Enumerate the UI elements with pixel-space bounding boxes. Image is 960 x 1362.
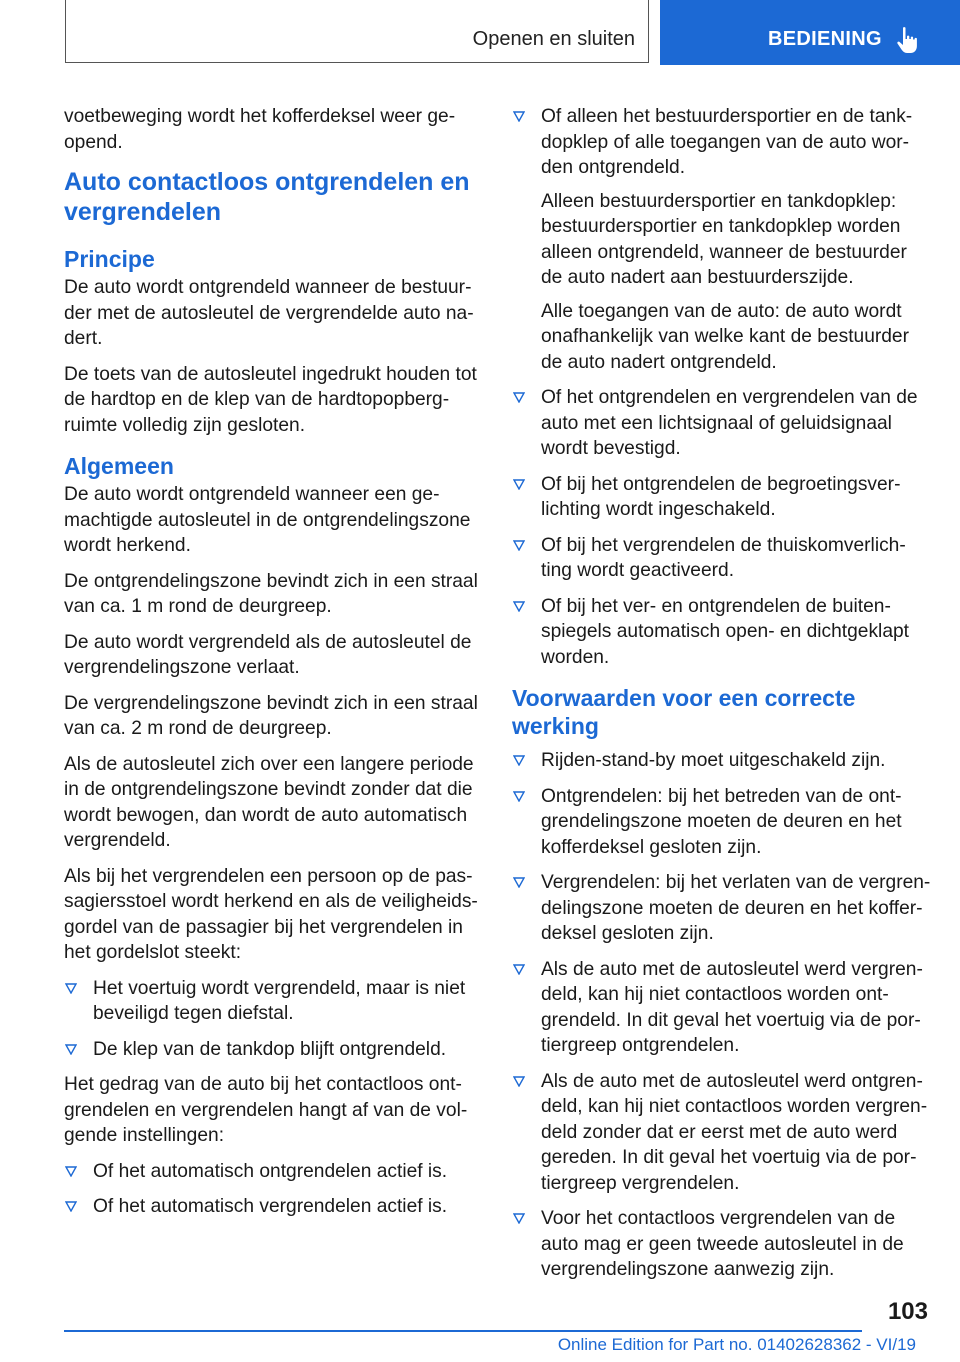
list-item: [512, 1206, 932, 1283]
list-item-text: Of alleen het bestuurdersportier en de tank‐dopklep of alle toegangen van de auto wor‐den ontgrendeld.: [541, 106, 913, 178]
list-item-text: Vergrendelen: bij het verlaten van de vergren‐delingszone moeten de deuren en het koffer‐deksel gesloten zijn.: [541, 872, 931, 944]
paragraph: De ontgrendelingszone bevindt zich in een straal van ca. 1 m rond de deurgreep.: [64, 570, 478, 617]
paragraph: De vergrendelingszone bevindt zich in een straal van ca. 2 m rond de deurgreep.: [64, 692, 478, 739]
left-column: [64, 104, 480, 1230]
paragraph: De toets van de autosleutel ingedrukt houden tot de hardtop en de klep van de hardtopopberg‐ruimte volledig zijn gesloten.: [64, 363, 477, 436]
list-item: [64, 1037, 480, 1063]
list-item: [512, 533, 932, 584]
subheading-algemeen: Algemeen: [64, 453, 174, 479]
hand-pointer-icon: [896, 26, 922, 54]
bullet-list: [64, 1159, 480, 1220]
list-item-text: Het voertuig wordt vergrendeld, maar is niet beveiligd tegen diefstal.: [93, 977, 466, 1024]
subheading-voorwaarden: Voorwaarden voor een correcte werking: [512, 685, 856, 739]
triangle-bullet-icon: [513, 392, 525, 403]
list-item: [512, 472, 932, 523]
triangle-bullet-icon: [513, 540, 525, 551]
list-item: [512, 870, 932, 947]
page-number: 103: [887, 1298, 928, 1325]
list-item-text: Of het automatisch vergrendelen actief is.: [93, 1196, 448, 1217]
triangle-bullet-icon: [513, 877, 525, 888]
footer-divider: [64, 1330, 862, 1332]
triangle-bullet-icon: [513, 964, 525, 975]
list-item-text: Of het ontgrendelen en vergrendelen van de auto met een lichtsignaal of geluidsignaal wordt bevestigd.: [541, 387, 918, 459]
list-item-text: Of het automatisch ontgrendelen actief is.: [93, 1160, 448, 1182]
section-heading: Auto contactloos ontgrendelen en vergrendelen: [64, 168, 470, 226]
list-item-text: Of bij het vergrendelen de thuiskomverlich‐ting wordt geactiveerd.: [541, 534, 906, 581]
list-item: [512, 594, 932, 671]
list-item: [512, 957, 932, 1059]
list-item: [512, 784, 932, 861]
triangle-bullet-icon: [65, 1201, 77, 1212]
right-column: [512, 104, 932, 1293]
section-title: Openen en sluiten: [472, 28, 635, 50]
list-item-text: Voor het contactloos vergrendelen van de auto mag er geen tweede autosleutel in de vergrendelingszone aanwezig zijn.: [541, 1208, 904, 1280]
list-item: [64, 1194, 480, 1220]
list-item-text: Als de auto met de autosleutel werd ontgren‐deld, kan hij niet contactloos worden vergren‐deld zonder dat er eerst met de auto werd gereden. In dit geval het voertuig via de por‐tiergreep vergrendelen.: [541, 1070, 928, 1194]
triangle-bullet-icon: [513, 755, 525, 766]
chapter-tab[interactable]: [660, 0, 960, 65]
list-item-text: Of bij het ver- en ontgrendelen de buiten‐spiegels automatisch open- en dichtgeklapt worden.: [541, 595, 909, 668]
bullet-list: [512, 104, 932, 670]
edition-text: Online Edition for Part no. 01402628362 - VI/19: [557, 1335, 916, 1354]
paragraph: De auto wordt vergrendeld als de autosleutel de vergrendelingszone verlaat.: [64, 631, 472, 678]
bullet-list: [64, 976, 480, 1063]
bullet-list: [512, 748, 932, 1283]
triangle-bullet-icon: [65, 1044, 77, 1055]
list-subparagraph: Alle toegangen van de auto: de auto wordt onafhankelijk van welke kant de bestuurder de auto nadert ontgrendeld.: [541, 300, 909, 373]
subheading-principe: Principe: [64, 246, 155, 272]
list-item: [64, 1159, 480, 1185]
triangle-bullet-icon: [513, 479, 525, 490]
triangle-bullet-icon: [513, 111, 525, 122]
list-item: [64, 976, 480, 1027]
list-item: [512, 385, 932, 462]
list-subparagraph: Alleen bestuurdersportier en tankdopklep: bestuurdersportier en tankdopklep worden alleen ontgrendeld, wanneer de bestuurder de auto nadert aan bestuurderszijde.: [541, 190, 907, 288]
triangle-bullet-icon: [65, 983, 77, 994]
list-item-text: Ontgrendelen: bij het betreden van de ont‐grendelingszone moeten de deuren en het kofferdeksel gesloten zijn.: [541, 785, 902, 858]
triangle-bullet-icon: [513, 1213, 525, 1224]
list-item: [512, 104, 932, 375]
list-item: [512, 748, 932, 774]
list-item-text: De klep van de tankdop blijft ontgrendeld.: [93, 1038, 447, 1060]
list-item-text: Of bij het ontgrendelen de begroetingsver‐lichting wordt ingeschakeld.: [541, 473, 901, 520]
list-item-text: Rijden-stand-by moet uitgeschakeld zijn.: [541, 750, 886, 771]
chapter-label: BEDIENING: [768, 28, 882, 50]
list-item-text: Als de auto met de autosleutel werd vergren‐deld, kan hij niet contactloos worden ont‐grendeld. In dit geval het voertuig via de por‐tiergreep ontgrendelen.: [541, 958, 923, 1056]
paragraph: Het gedrag van de auto bij het contactloos ont‐grendelen en vergrendelen hangt af van de vol‐gende instellingen:: [64, 1074, 468, 1146]
paragraph: De auto wordt ontgrendeld wanneer de bestuur‐der met de autosleutel de vergrendelde auto na‐dert.: [64, 277, 474, 349]
triangle-bullet-icon: [65, 1166, 77, 1177]
paragraph: Als de autosleutel zich over een langere periode in de ontgrendelingszone bevindt zonder dat die wordt bewogen, dan wordt de auto automatisch vergrendeld.: [64, 753, 474, 851]
paragraph: voetbeweging wordt het kofferdeksel weer ge‐opend.: [64, 106, 456, 153]
triangle-bullet-icon: [513, 1076, 525, 1087]
paragraph: De auto wordt ontgrendeld wanneer een ge‐machtigde autosleutel in de ontgrendelingszone wordt herkend.: [64, 484, 471, 556]
list-item: [512, 1069, 932, 1197]
paragraph: Als bij het vergrendelen een persoon op de pas‐sagiersstoel wordt herkend en als de veiligheids‐gordel van de passagier bij het vergrendelen in het gordelslot steekt:: [64, 865, 478, 963]
triangle-bullet-icon: [513, 601, 525, 612]
triangle-bullet-icon: [513, 791, 525, 802]
